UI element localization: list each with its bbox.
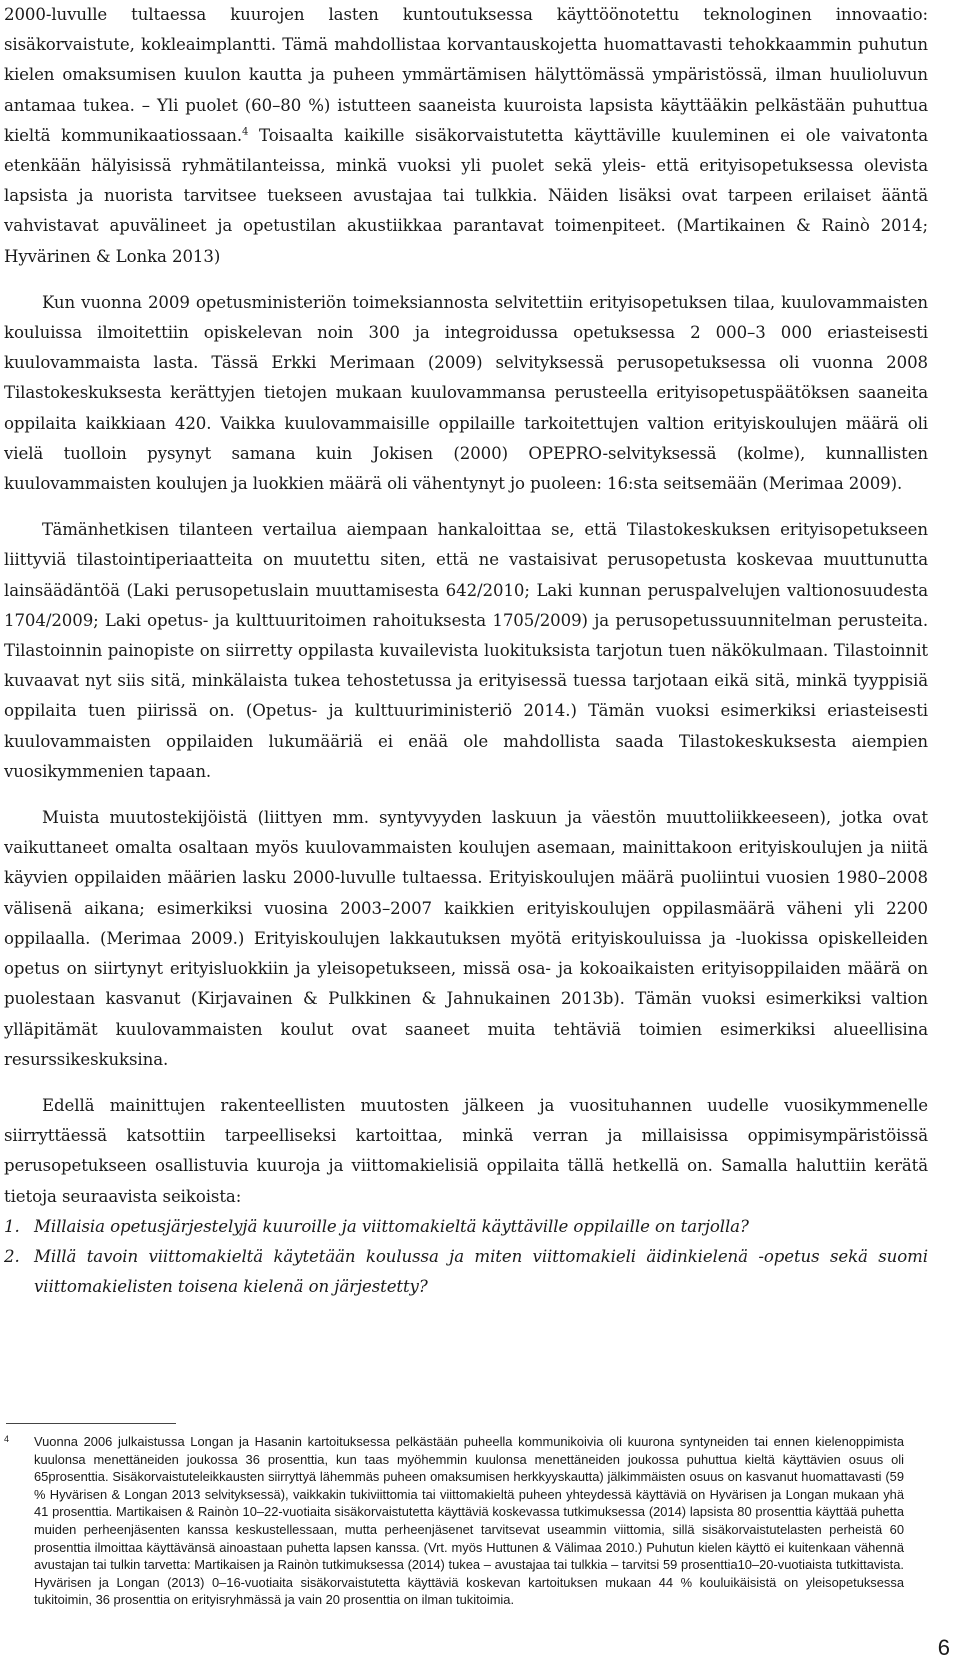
paragraph-2: Kun vuonna 2009 opetusministeriön toimeksiannosta selvitettiin erityisopetuksen tilaa, kuulovammaisten kouluissa ilmoitettiin opiskelevan noin 300 ja integroidussa opetuksessa 2 000–3 000 eriasteisesti kuulovammaista lasta. Tässä Erkki Merimaan (2009) selvityksessä perusopetuksessa oli vuonna 2008 Tilastokeskuksesta kerättyjen tietojen mukaan kuulovammansa perusteella erityisopetuspäätöksen saaneita oppilaita kaikkiaan 420. Vaikka kuulovammaisille oppilaille tarkoitettujen valtion erityiskoulujen määrä oli vielä tuolloin pysynyt samana kuin Jokisen (2000) OPEPRO-selvityksessä (kolme), kunnallisten kuulovammaisten koulujen ja luokkien määrä oli vähentynyt jo puoleen: 16:sta seitsemään (Merimaa 2009).	[4, 292, 928, 494]
main-text	[4, 0, 928, 1302]
footnote-divider	[6, 1423, 176, 1424]
paragraph-1-continued: Toisaalta kaikille sisäkorvaistutetta käyttäville kuuleminen ei ole vaivatonta etenkään hälyisissä ryhmätilanteissa, minkä vuoksi yli puolet sekä yleis- että erityisopetuksessa olevista lapsista ja nuorista tarvitsee tuekseen avustajaa tai tulkkia. Näiden lisäksi ovat tarpeen erilaiset ääntä vahvistavat apuvälineet ja opetustilan akustiikkaa parantavat toimenpiteet. (Martikainen & Rainò 2014; Hyvärinen & Lonka 2013)	[4, 125, 928, 266]
paragraph-3: Tämänhetkisen tilanteen vertailua aiempaan hankaloittaa se, että Tilastokeskuksen erityisopetukseen liittyviä tilastointiperiaatteita on muutettu siten, että ne vastaisivat perusopetusta koskevaa muuttunutta lainsäädäntöä (Laki perusopetuslain muuttamisesta 642/2010; Laki kunnan peruspalvelujen valtionosuudesta 1704/2009; Laki opetus- ja kulttuuritoimen rahoituksesta 1705/2009) ja perusopetussuunnitelman perusteita. Tilastoinnin painopiste on siirretty oppilasta kuvailevista luokituksista tarjotun tuen näkökulmaan. Tilastoinnit kuvaavat nyt siis sitä, minkälaista tukea tehostetussa ja erityisessä tuessa tarjotaan eikä sitä, minkä tyyppisiä oppilaita tuen piirissä on. (Opetus- ja kulttuuriministeriö 2014.) Tämän vuoksi esimerkiksi eriasteisesti kuulovammaisten oppilaiden lukumääriä ei enää ole mahdollista saada Tilastokeskuksesta aiempien vuosikymmenien tapaan.	[4, 520, 928, 781]
question-text: Millaisia opetusjärjestelyjä kuuroille ja viittomakieltä käyttäville oppilaille on tarjolla?	[34, 1216, 749, 1236]
question-text: Millä tavoin viittomakieltä käytetään koulussa ja miten viittomakieli äidinkielenä -opetus sekä suomi viittomakielisten toisena kielenä on järjestetty?	[34, 1246, 928, 1297]
footnote-reference[interactable]: 4	[242, 126, 249, 138]
research-question	[4, 1242, 928, 1302]
page-number: 6	[937, 1635, 950, 1660]
question-number: 2.	[4, 1246, 20, 1266]
research-questions	[4, 1212, 928, 1303]
footnote-mark: 4	[4, 1434, 10, 1444]
research-question	[4, 1212, 928, 1242]
footnote-text: Vuonna 2006 julkaistussa Longan ja Hasanin kartoituksessa pelkästään puheella kommunikoivia oli kuurona syntyneiden tai ennen kielenoppimista kuulonsa menettäneiden joukossa 36 prosenttia, kun taas myöhemmin kuulonsa menettäneiden joukossa puhuttua kieltä käyttävien osuus oli 65prosenttia. Sisäkorvaistuteleikkausten siirryttyä lähemmäs puheen omaksumisen herkkyyskautta) jälkimmäisten osuus on kasvanut huomattavasti (59 % Hyvärisen & Longan 2013 selvityksessä), vaikkakin tukiviittomia tai viittomakieltä puheen yhteydessä käyttäviä on Hyvärisen ja Longan mukaan yhä 41 prosenttia. Martikaisen & Rainòn 10–22-vuotiaita sisäkorvaistutetta käyttäviä koskevassa tutkimuksessa (2014) lapsista 80 prosenttia käyttää puhetta muiden perheenjäsenten kanssa keskustellessaan, mutta perheenjäsenet tarvitsevat useammin viittomia, sillä sisäkorvaistutelasten perheistä 60 prosenttia ilmoittaa käyttävänsä ainoastaan puhetta lapsen kanssa. (Vrt. myös Huttunen & Välimaa 2010.) Puhutun kielen käyttö ei kuitenkaan vähennä avustajan tai tulkin tarvetta: Martikaisen ja Rainòn tutkimuksessa (2014) tukea – avustajaa tai tulkkia – tarvitsi 59 prosenttia10–20-vuotiaista tutkittavista. Hyvärisen ja Longan (2013) 0–16-vuotiaita sisäkorvaistutetta käyttäviä koskevan kartoituksen mukaan 44 % kouluikäisistä on yleisopetuksessa tukitoimin, 36 prosenttia on erityisryhmässä ja vain 20 prosenttia on ilman tukitoimia.	[34, 1434, 904, 1608]
paragraph-1	[4, 0, 928, 272]
paragraph-4: Muista muutostekijöistä (liittyen mm. syntyvyyden laskuun ja väestön muuttoliikkeeseen), jotka ovat vaikuttaneet omalta osaltaan myös kuulovammaisten koulujen asemaan, mainittakoon erityiskoulujen ja niitä käyvien oppilaiden määrien lasku 2000-luvulle tultaessa. Erityiskoulujen määrä puoliintui vuosien 1980–2008 välisenä aikana; esimerkiksi vuosina 2003–2007 kaikkien erityiskoulujen oppilasmäärä väheni yli 2200 oppilaalla. (Merimaa 2009.) Erityiskoulujen lakkautuksen myötä erityiskouluissa ja -luokissa opiskelleiden opetus on siirtynyt erityisluokkiin ja yleisopetukseen, missä osa- ja kokoaikaisten erityisoppilaiden määrä on puolestaan kasvanut (Kirjavainen & Pulkkinen & Jahnukainen 2013b). Tämän vuoksi esimerkiksi valtion ylläpitämät kuulovammaisten koulut ovat saaneet muita tehtäviä toimien esimerkiksi alueellisina resurssikeskuksina.	[4, 808, 928, 1069]
paragraph-5: Edellä mainittujen rakenteellisten muutosten jälkeen ja vuosituhannen uudelle vuosikymmenelle siirryttäessä katsottiin tarpeelliseksi kartoittaa, minkä verran ja millaisissa oppimisympäristöissä perusopetukseen osallistuvia kuuroja ja viittomakielisiä oppilaita tällä hetkellä on. Samalla haluttiin kerätä tietoja seuraavista seikoista:	[4, 1095, 928, 1206]
footnote	[4, 1433, 904, 1609]
paragraph-1-text: 2000-luvulle tultaessa kuurojen lasten kuntoutuksessa käyttöönotettu teknologinen innovaatio: sisäkorvaistute, kokleaimplantti. Tämä mahdollistaa korvantauskojetta huomattavasti tehokkaammin puhutun kielen omaksumisen kuulon kautta ja puheen ymmärtämisen hälyttömässä ympäristössä, ilman huulioluvun antamaa tukea. – Yli puolet (60–80 %) istutteen saaneista kuuroista lapsista käyttääkin pelkästään puhuttua kieltä kommunikaatiossaan.	[4, 5, 928, 145]
question-number: 1.	[4, 1216, 20, 1236]
